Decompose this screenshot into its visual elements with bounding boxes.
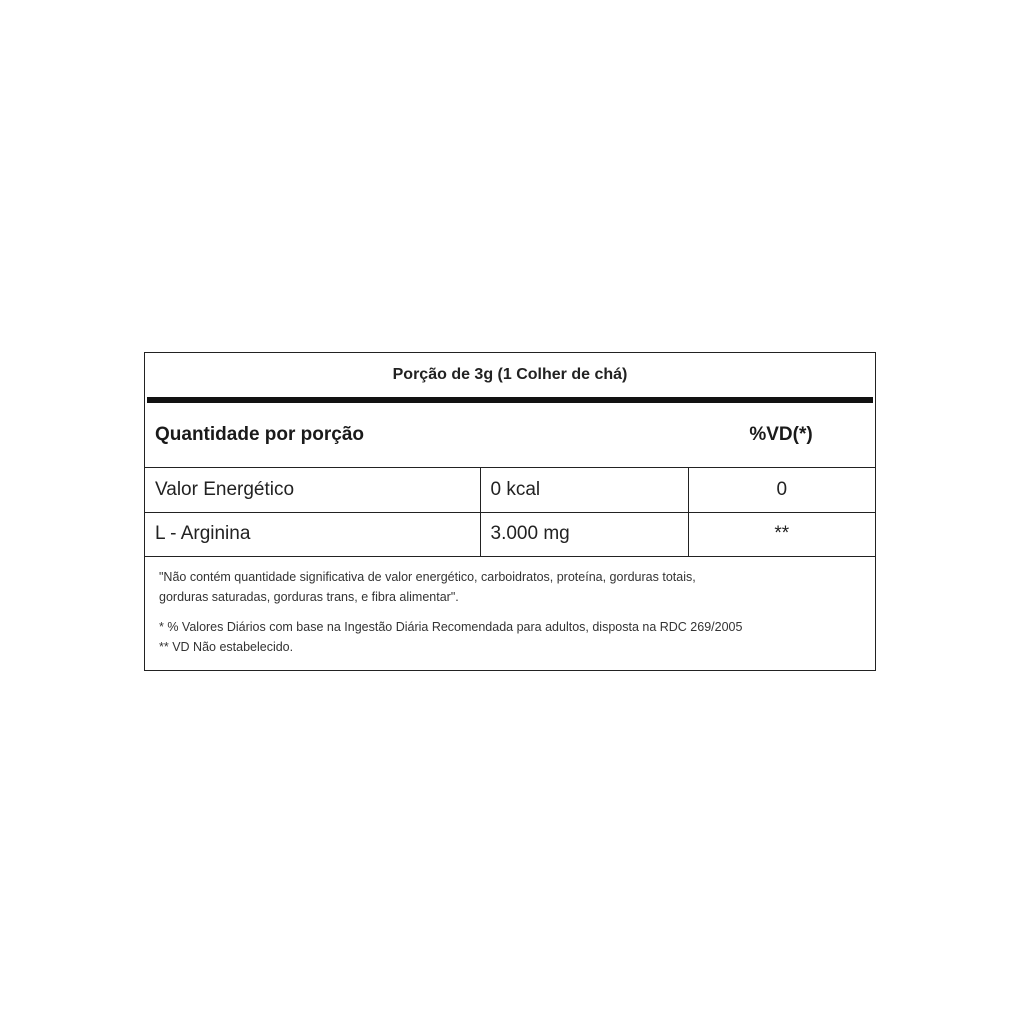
nutrient-amount: 0 kcal bbox=[480, 468, 688, 512]
nutrient-name: L - Arginina bbox=[145, 512, 480, 556]
nutrition-facts-panel bbox=[144, 352, 876, 671]
nutrient-vd: ** bbox=[688, 512, 875, 556]
nutrients-table bbox=[145, 468, 875, 557]
table-row bbox=[145, 512, 875, 556]
note-daily-values: * % Valores Diários com base na Ingestão Diária Recomendada para adultos, disposta na RDC 269/2005 bbox=[159, 619, 743, 634]
serving-size: Porção de 3g (1 Colher de chá) bbox=[392, 366, 628, 383]
nutrient-vd: 0 bbox=[688, 468, 875, 512]
table-row bbox=[145, 468, 875, 512]
note-not-significant-line1: "Não contém quantidade significativa de valor energético, carboidratos, proteína, gorduras totais, bbox=[159, 569, 696, 584]
note-vd-not-established: ** VD Não estabelecido. bbox=[159, 639, 294, 654]
quantity-header: Quantidade por porção bbox=[155, 424, 365, 445]
nutrient-amount: 3.000 mg bbox=[480, 512, 688, 556]
vd-header: %VD(*) bbox=[749, 424, 813, 445]
footnotes bbox=[145, 557, 875, 657]
note-not-significant-line2: gorduras saturadas, gorduras trans, e fibra alimentar". bbox=[159, 589, 459, 604]
nutrient-name: Valor Energético bbox=[145, 468, 480, 512]
table-header bbox=[145, 403, 875, 468]
